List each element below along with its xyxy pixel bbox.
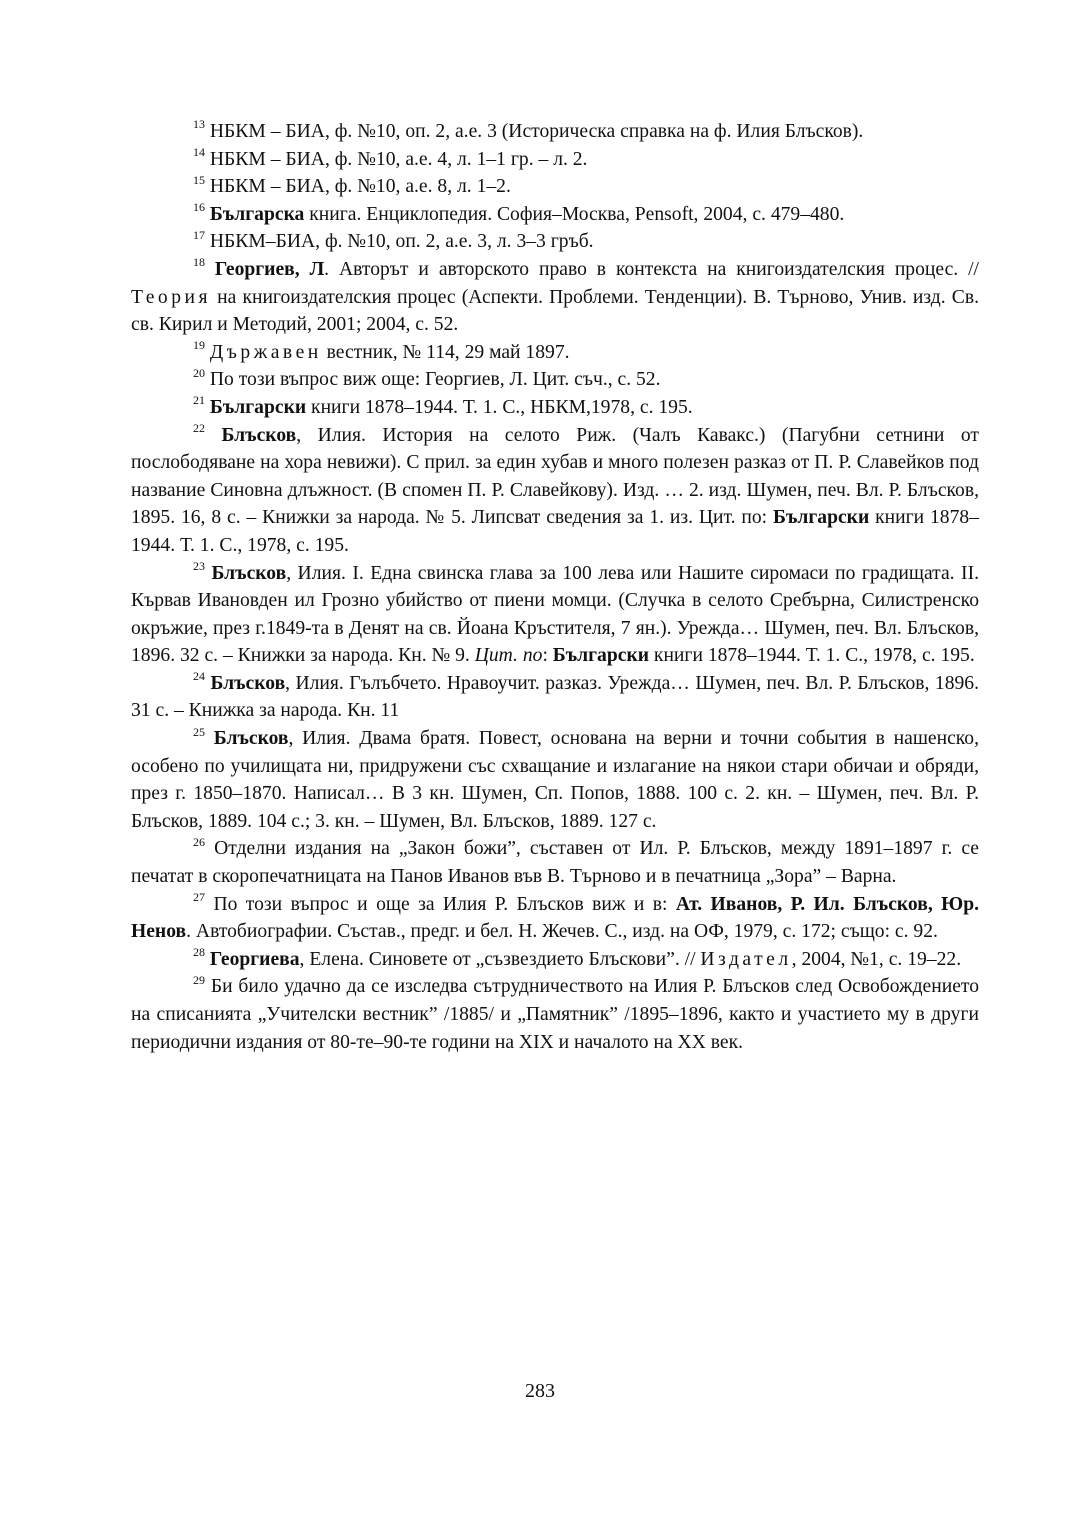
- footnote-text: книги 1878–1944. Т. 1. С., 1978, с. 195.: [131, 507, 979, 556]
- footnote-16: [131, 201, 979, 229]
- footnote-text: , Илия. I. Една свинска глава за 100 лева или Нашите сиромаси по градищата. II. Кървав Ивановден ил Грозно убийство от пиени момци. (Случка в селото Сребърна, Силистренско окръжие, през г.1849-та в Денят на св. Йоана Кръстителя, 7 ян.). Урежда… Шумен, печ. Вл. Блъсков, 1896. 32 с. – Книжки за народа. Кн. № 9.: [131, 562, 979, 667]
- footnote-28: [131, 946, 979, 974]
- footnote-text: НБКМ – БИА, ф. №10, а.е. 4, л. 1–1 гр. – л. 2.: [209, 148, 588, 170]
- footnote-number: 17: [193, 227, 205, 242]
- footnote-25: [131, 725, 979, 835]
- footnote-text: Блъсков: [211, 562, 287, 584]
- footnote-number: 20: [193, 365, 205, 380]
- footnote-text: Блъсков: [221, 424, 297, 446]
- footnote-15: [131, 173, 979, 201]
- footnote-number: 15: [193, 172, 205, 187]
- footnote-text: Георгиева: [209, 948, 300, 970]
- footnote-18: [131, 256, 979, 339]
- footnote-number: 21: [193, 393, 205, 408]
- footnote-number: 28: [193, 945, 205, 960]
- footnote-text: Георгиев, Л: [214, 258, 325, 280]
- footnote-20: [131, 366, 979, 394]
- footnote-22: [131, 422, 979, 560]
- footnote-text: Български: [209, 396, 307, 418]
- footnote-17: [131, 228, 979, 256]
- footnote-19: [131, 339, 979, 367]
- footnote-number: 26: [193, 834, 205, 849]
- footnote-text: Български: [552, 645, 650, 667]
- footnote-text: Блъсков: [210, 672, 286, 694]
- footnote-23: [131, 560, 979, 670]
- footnote-number: 16: [193, 200, 205, 215]
- footnote-text: на книгоиздателския процес (Аспекти. Проблеми. Тенденции). В. Търново, Унив. изд. Св. св. Кирил и Методий, 2001; 2004, с. 52.: [131, 286, 979, 336]
- footnote-text: Теория: [131, 286, 212, 308]
- footnote-text: НБКМ – БИА, ф. №10, оп. 2, а.е. 3 (Историческа справка на ф. Илия Блъсков).: [209, 121, 864, 142]
- footnote-24: [131, 670, 979, 725]
- footnote-text: книги 1878–1944. Т. 1. С., НБКМ,1978, с. 195.: [306, 396, 693, 418]
- footnote-text: Ат. Иванов, Р. Ил. Блъсков, Юр. Ненов: [131, 893, 979, 943]
- footnote-number: 13: [193, 117, 205, 132]
- footnote-text: . Авторът и авторското право в контекста на книгоиздателския процес. //: [324, 258, 979, 280]
- footnote-text: , Илия. Гълъбчето. Нравоучит. разказ. Урежда… Шумен, печ. Вл. Р. Блъсков, 1896. 31 с. – Книжка за народа. Кн. 11: [131, 672, 979, 722]
- footnote-29: [131, 973, 979, 1056]
- footnotes-block: [131, 118, 979, 1056]
- footnote-text: , Елена. Синовете от „съзвездието Блъскови”. //: [299, 948, 701, 970]
- footnote-number: 24: [193, 669, 205, 684]
- footnote-text: , Илия. Двама братя. Повест, основана на верни и точни события в нашенско, особено по училищата ни, придружени със схващание и излагание на някои стари обичаи и обряди, през г. 1850–1870. Написал… В 3 кн. Шумен, Сп. Попов, 1888. 100 с. 2. кн. – Шумен, печ. Вл. Р. Блъсков, 1889. 104 с.; 3. кн. – Шумен, Вл. Блъсков, 1889. 127 с.: [131, 728, 980, 832]
- footnote-number: 22: [193, 421, 205, 435]
- footnote-text: Държавен: [209, 341, 322, 363]
- footnote-text: Би било удачно да се изследва сътрудничеството на Илия Р. Блъсков след Освобождението на списанията „Учителски вестник” /1885/ и „Памятник” /1895–1896, както и участието му в други периодични издания от 80-те–90-те години на XIX и началото на XX век.: [131, 976, 980, 1053]
- footnote-text: Издател: [700, 948, 792, 970]
- footnote-number: 19: [193, 338, 205, 353]
- footnote-text: НБКМ – БИА, ф. №10, а.е. 8, л. 1–2.: [209, 176, 511, 198]
- footnote-number: 29: [193, 972, 205, 987]
- page-number: 283: [525, 1380, 555, 1402]
- footnote-text: НБКМ–БИА, ф. №10, оп. 2, а.е. 3, л. 3–3 гръб.: [209, 231, 594, 253]
- footnote-text: Отделни издания на „Закон божи”, съставен от Ил. Р. Блъсков, между 1891–1897 г. се печатат в скоропечатницата на Панов Иванов във В. Търново и в печатница „Зора” – Варна.: [131, 838, 980, 888]
- footnote-text: книга. Енциклопедия. София–Москва, Pensoft, 2004, с. 479–480.: [304, 203, 845, 225]
- footnote-21: [131, 394, 979, 422]
- footnote-number: 25: [193, 724, 205, 739]
- footnote-text: По този въпрос виж още: Георгиев, Л. Цит. съч., с. 52.: [209, 369, 661, 391]
- footnote-text: Блъсков: [213, 728, 289, 750]
- footnote-14: [131, 146, 979, 174]
- footnote-text: , Илия. История на селото Риж. (Чалъ Кавакс.) (Пагубни сетнини от послободяване на хора невижи). С прил. за един хубав и много полезен разказ от П. Р. Славейков под название Синовна длъжност. (В спомен П. Р. Славейкову). Изд. … 2. изд. Шумен, печ. Вл. Р. Блъсков, 1895. 16, 8 с. – Книжки за народа. № 5. Липсват сведения за 1. из. Цит. по:: [131, 424, 979, 529]
- footnote-number: 27: [193, 890, 205, 905]
- footnote-text: вестник, № 114, 29 май 1897.: [321, 341, 570, 363]
- footnote-text: Цит. по: [474, 645, 543, 667]
- footnote-text: книги 1878–1944. Т. 1. С., 1978, с. 195.: [649, 645, 975, 667]
- footnote-text: Български: [773, 507, 870, 529]
- footnote-text: Българска: [209, 203, 305, 225]
- footnote-number: 23: [193, 558, 205, 573]
- footnote-text: , 2004, №1, с. 19–22.: [791, 948, 962, 970]
- footnote-number: 14: [193, 145, 205, 160]
- footnote-13: [131, 118, 979, 146]
- footnote-26: [131, 835, 979, 890]
- footnote-text: По този въпрос и още за Илия Р. Блъсков виж и в:: [213, 893, 676, 915]
- footnote-27: [131, 891, 979, 946]
- footnote-text: :: [542, 645, 553, 667]
- footnote-text: . Автобиографии. Състав., предг. и бел. Н. Жечев. С., изд. на ОФ, 1979, с. 172; също: с. 92.: [186, 921, 938, 943]
- footnote-number: 18: [193, 255, 205, 270]
